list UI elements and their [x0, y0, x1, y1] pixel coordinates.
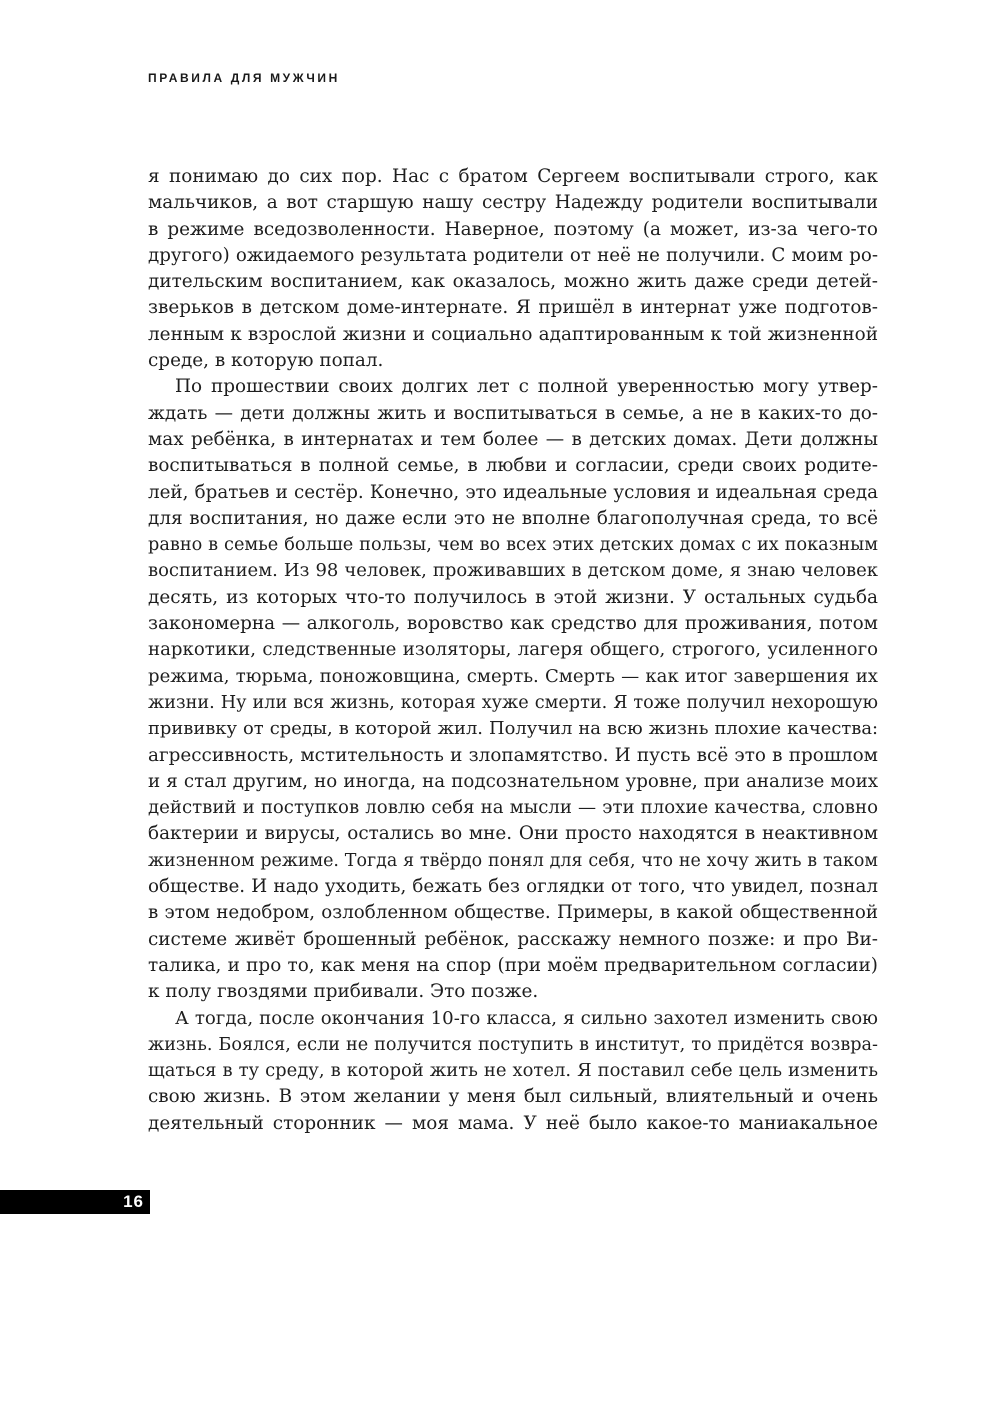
paragraph-2: [148, 374, 878, 1005]
text-line: лей, братьев и сестёр. Конечно, это идеальные условия и идеальная среда: [148, 481, 878, 503]
text-line: к полу гвоздями прибивали. Это позже.: [148, 981, 539, 1003]
page-number-bar: [0, 1190, 150, 1214]
text-line: свою жизнь. В этом желании у меня был сильный, влиятельный и очень: [148, 1086, 878, 1108]
page-number: 16: [123, 1192, 144, 1211]
text-line: агрессивность, мстительность и злопамятство. И пусть всё это в прошлом: [148, 744, 878, 766]
text-line: жизнь. Боялся, если не получится поступить в институт, то придётся возвра-: [148, 1034, 878, 1055]
text-line: дительским воспитанием, как оказалось, можно жить даже среди детей-: [148, 271, 878, 293]
text-line: закономерна — алкоголь, воровство как средство для проживания, потом: [148, 613, 878, 635]
text-line: мальчиков, а вот старшую нашу сестру Надежду родители воспитывали: [148, 192, 878, 214]
text-line: равно в семье больше пользы, чем во всех этих детских домах с их показным: [148, 535, 878, 556]
text-line: в режиме вседозволенности. Наверное, поэтому (а может, из-за чего-то: [148, 218, 878, 240]
text-line: деятельный сторонник — моя мама. У неё было какое-то маниакальное: [148, 1112, 878, 1134]
text-line: жизни. Ну или вся жизнь, которая хуже смерти. Я тоже получил нехорошую: [148, 692, 878, 713]
text-line: ленным к взрослой жизни и социально адаптированным к той жизненной: [148, 323, 878, 345]
text-line: системе живёт брошенный ребёнок, расскажу немного позже: и про Ви-: [148, 928, 878, 950]
text-line: действий и поступков ловлю себя на мысли — эти плохие качества, словно: [148, 797, 878, 819]
text-line: А тогда, после окончания 10-го класса, я сильно захотел изменить свою: [175, 1007, 878, 1029]
text-line: другого) ожидаемого результата родители от неё не получили. С моим ро-: [148, 244, 878, 266]
text-line: наркотики, следственные изоляторы, лагеря общего, строгого, усиленного: [148, 639, 878, 661]
text-line: щаться в ту среду, в которой жить не хотел. Я поставил себе цель изменить: [148, 1060, 878, 1082]
paragraph-3: [148, 1006, 878, 1137]
text-line: десять, из которых что-то получилось в этой жизни. У остальных судьба: [148, 586, 878, 608]
text-line: талика, и про то, как меня на спор (при моём предварительном согласии): [148, 954, 878, 976]
text-line: режима, тюрьма, поножовщина, смерть. Смерть — как итог завершения их: [148, 665, 878, 687]
paragraph-1: [148, 164, 878, 374]
text-line: я понимаю до сих пор. Нас с братом Сергеем воспитывали строго, как: [148, 166, 878, 187]
text-line: мах ребёнка, в интернатах и тем более — в детских домах. Дети должны: [148, 428, 878, 450]
text-line: прививку от среды, в которой жил. Получил на всю жизнь плохие качества:: [148, 718, 878, 740]
text-line: обществе. И надо уходить, бежать без оглядки от того, что увидел, познал: [148, 876, 878, 898]
text-line: воспитываться в полной семье, в любви и согласии, среди своих родите-: [148, 455, 878, 477]
body-text: [148, 164, 878, 1137]
text-line: бактерии и вирусы, остались во мне. Они просто находятся в неактивном: [148, 823, 878, 845]
text-line: для воспитания, но даже если это не вполне благополучная среда, то всё: [148, 507, 878, 529]
text-line: среде, в которую попал.: [148, 350, 384, 372]
text-line: и я стал другим, но иногда, на подсознательном уровне, при анализе моих: [148, 770, 878, 792]
running-head: ПРАВИЛА ДЛЯ МУЖЧИН: [148, 71, 340, 85]
text-line: зверьков в детском доме-интернате. Я пришёл в интернат уже подготов-: [148, 297, 878, 319]
text-line: По прошествии своих долгих лет с полной уверенностью могу утвер-: [175, 376, 878, 398]
text-line: ждать — дети должны жить и воспитываться в семье, а не в каких-то до-: [148, 402, 878, 424]
text-line: жизненном режиме. Тогда я твёрдо понял для себя, что не хочу жить в таком: [148, 850, 878, 871]
text-line: в этом недобром, озлобленном обществе. Примеры, в какой общественной: [148, 902, 878, 924]
text-line: воспитанием. Из 98 человек, проживавших в детском доме, я знаю человек: [148, 560, 878, 582]
